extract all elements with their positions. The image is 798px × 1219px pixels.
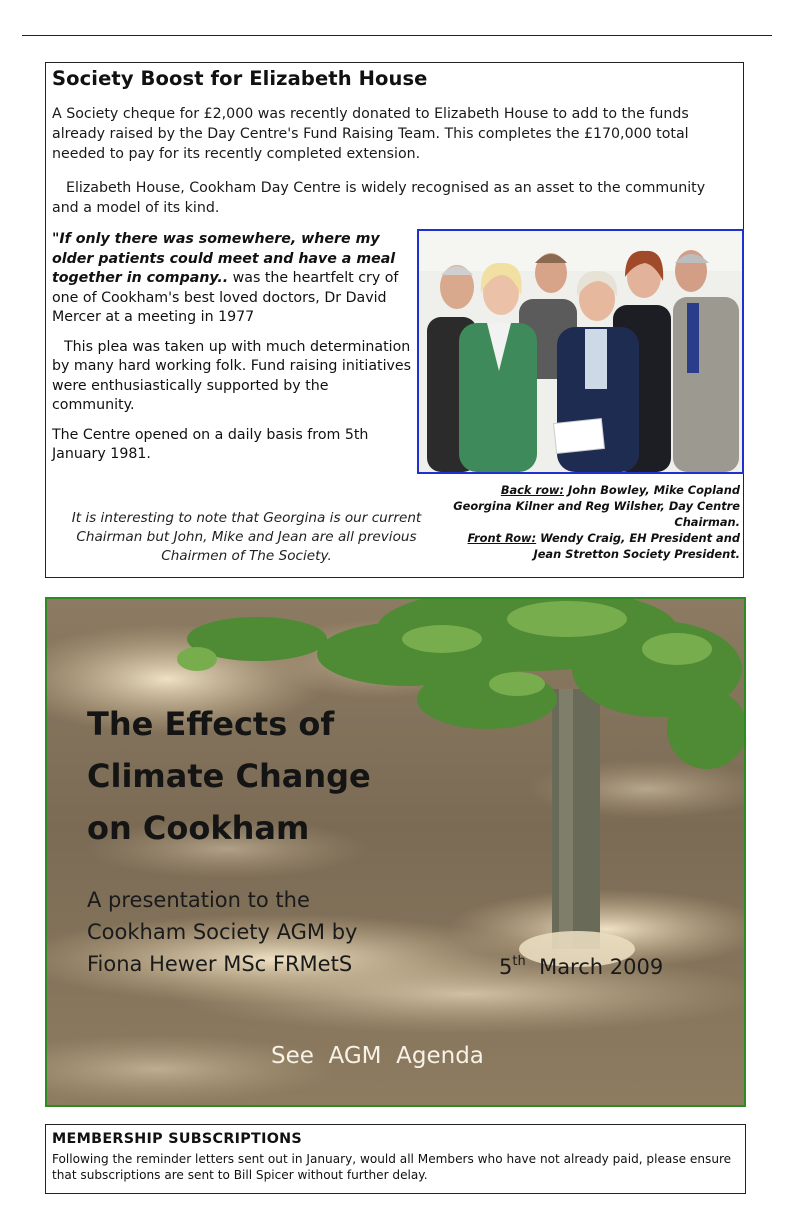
poster-subtitle	[87, 884, 357, 980]
top-rule	[22, 35, 772, 36]
poster-date	[499, 954, 663, 979]
poster-title-line-1: The Effects of	[87, 705, 335, 743]
photo-caption	[441, 482, 740, 562]
membership-text: Following the reminder letters sent out in January, would all Members who have not already paid, please ensure that subscriptions are sent to Bill Spicer without further delay.	[52, 1152, 732, 1182]
group-photo-image	[419, 231, 742, 472]
group-photo	[417, 229, 744, 474]
poster-agenda-note: See AGM Agenda	[271, 1043, 484, 1069]
poster-subtitle-line-1: A presentation to the	[87, 888, 310, 912]
article-paragraph-2: Elizabeth House, Cookham Day Centre is widely recognised as an asset to the community and a model of its kind.	[52, 180, 706, 216]
agm-poster	[45, 597, 746, 1107]
poster-subtitle-line-2: Cookham Society AGM by	[87, 920, 358, 944]
caption-front-label: Front Row:	[467, 531, 537, 545]
poster-date-day: 5	[499, 955, 513, 979]
poster-date-suffix: th	[512, 954, 526, 969]
article-paragraph-3: This plea was taken up with much determination by many hard working folk. Fund raising initiatives were enthusiastically supported by the community.	[52, 338, 412, 413]
chairman-note: It is interesting to note that Georgina is our current Chairman but John, Mike and Jean are all previous Chairmen of The Society.	[71, 510, 422, 564]
caption-front-names: Wendy Craig, EH President and Jean Stretton Society President.	[533, 531, 740, 561]
poster-date-rest: March 2009	[525, 955, 664, 979]
poster-title-line-3: on Cookham	[87, 809, 310, 847]
poster-subtitle-line-3: Fiona Hewer MSc FRMetS	[87, 952, 353, 976]
caption-back-names: John Bowley, Mike Copland Georgina Kilner and Reg Wilsher, Day Centre Chairman.	[453, 483, 740, 529]
quote-attribution: was the heartfelt cry of one of Cookham's best loved doctors, Dr David Mercer at a meeting in 1977	[52, 270, 399, 325]
membership-heading: MEMBERSHIP SUBSCRIPTIONS	[52, 1131, 303, 1147]
caption-back-label: Back row:	[500, 483, 564, 497]
poster-title	[87, 698, 371, 854]
doctor-quote: "If only there was somewhere, where my older patients could meet and have a meal together in company..	[52, 231, 396, 286]
article-paragraph-1: A Society cheque for £2,000 was recently donated to Elizabeth House to add to the funds already raised by the Day Centre's Fund Raising Team. This completes the £170,000 total needed to pay for its recently completed extension.	[52, 106, 689, 162]
membership-box	[45, 1124, 746, 1194]
article-title: Society Boost for Elizabeth House	[52, 67, 428, 90]
quote-paragraph	[52, 230, 414, 328]
poster-title-line-2: Climate Change	[87, 757, 371, 795]
quote-column	[52, 230, 414, 475]
article-paragraph-4: The Centre opened on a daily basis from 5th January 1981.	[52, 426, 369, 462]
article-box	[45, 62, 744, 578]
